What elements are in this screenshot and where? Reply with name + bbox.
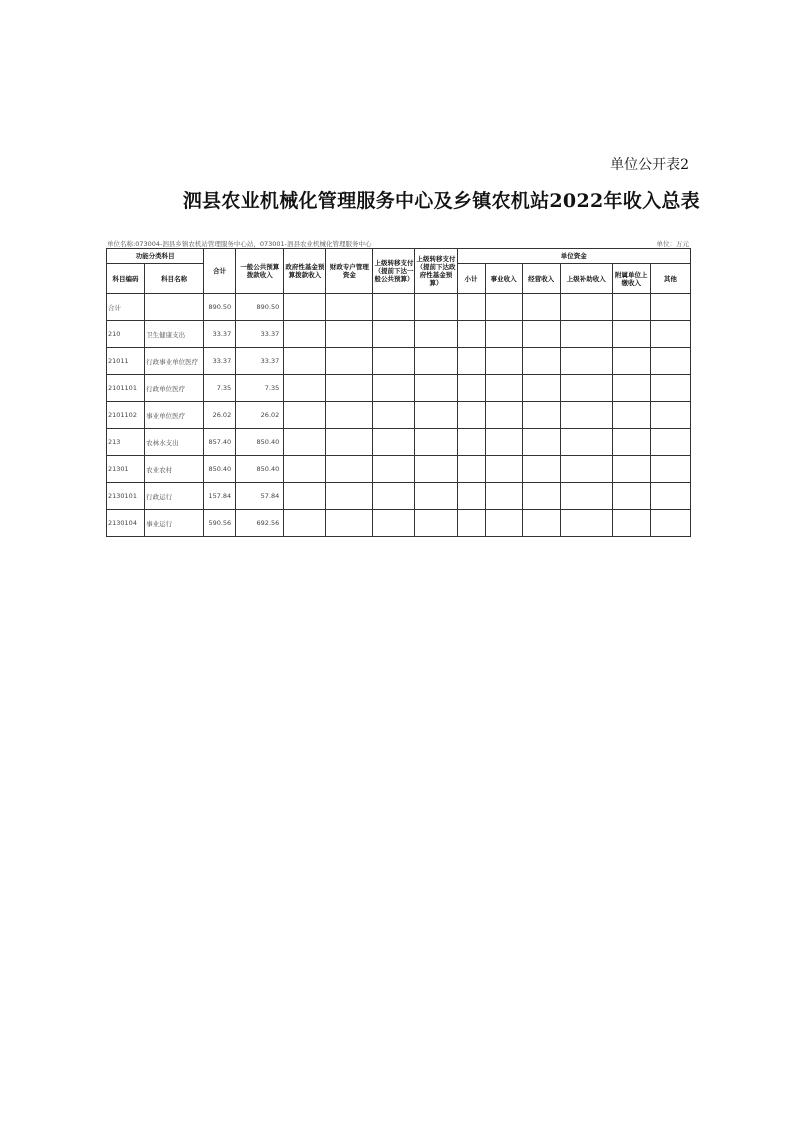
table-row [107,321,691,348]
row-general-budget: 33.37 [236,321,284,348]
empty-cell [560,321,612,348]
empty-cell [284,321,326,348]
row-general-budget: 7.35 [236,375,284,402]
empty-cell [522,294,560,321]
empty-cell [522,429,560,456]
empty-cell [457,483,485,510]
empty-cell [485,402,522,429]
row-name: 农业农村 [145,456,204,483]
empty-cell [560,402,612,429]
empty-cell [612,321,650,348]
form-number: 单位公开表2 [610,157,689,173]
row-name: 行政事业单位医疗 [145,348,204,375]
empty-cell [326,294,373,321]
row-general-budget: 850.40 [236,456,284,483]
unit-name: 单位名称:073004-泗县乡镇农机站管理服务中心站，073001-泗县农业机械化管理服务中心 [107,240,372,248]
table-row [107,402,691,429]
empty-cell [650,375,690,402]
empty-cell [326,321,373,348]
empty-cell [415,429,457,456]
empty-cell [560,483,612,510]
empty-cell [560,294,612,321]
empty-cell [485,375,522,402]
page-title: 泗县农业机械化管理服务中心及乡镇农机站2022年收入总表 [182,190,700,212]
empty-cell [457,321,485,348]
header-gov-fund: 政府性基金预算拨款收入 [284,249,326,294]
empty-cell [373,348,415,375]
empty-cell [373,429,415,456]
empty-cell [457,402,485,429]
empty-cell [457,294,485,321]
table-row [107,375,691,402]
empty-cell [415,348,457,375]
empty-cell [326,348,373,375]
empty-cell [522,375,560,402]
empty-cell [560,348,612,375]
empty-cell [373,456,415,483]
unit-label: 单位：万元 [656,240,689,248]
table-row [107,456,691,483]
empty-cell [284,402,326,429]
row-code: 213 [107,429,145,456]
empty-cell [373,321,415,348]
empty-cell [612,456,650,483]
empty-cell [560,510,612,537]
row-general-budget: 850.40 [236,429,284,456]
empty-cell [284,375,326,402]
empty-cell [415,294,457,321]
table-row [107,483,691,510]
row-general-budget: 890.50 [236,294,284,321]
empty-cell [650,429,690,456]
row-code: 210 [107,321,145,348]
empty-cell [284,456,326,483]
row-total: 857.40 [204,429,236,456]
empty-cell [612,348,650,375]
empty-cell [612,510,650,537]
header-superior-subsidy: 上级补助收入 [560,264,612,294]
header-func-class: 功能分类科目 [107,249,204,264]
empty-cell [485,429,522,456]
income-table [106,248,691,537]
row-code: 21011 [107,348,145,375]
row-name: 行政运行 [145,483,204,510]
empty-cell [650,321,690,348]
empty-cell [560,375,612,402]
row-code: 2130101 [107,483,145,510]
empty-cell [650,348,690,375]
row-total: 26.02 [204,402,236,429]
empty-cell [485,348,522,375]
row-name: 农林水支出 [145,429,204,456]
header-name: 科目名称 [145,264,204,294]
empty-cell [373,402,415,429]
empty-cell [415,483,457,510]
header-unit-funds: 单位资金 [457,249,690,264]
empty-cell [326,456,373,483]
row-code: 合计 [107,294,145,321]
header-other: 其他 [650,264,690,294]
empty-cell [485,321,522,348]
empty-cell [326,510,373,537]
empty-cell [457,375,485,402]
empty-cell [326,483,373,510]
empty-cell [457,348,485,375]
empty-cell [373,375,415,402]
row-name: 事业单位医疗 [145,402,204,429]
row-code: 2101101 [107,375,145,402]
row-total: 33.37 [204,321,236,348]
empty-cell [457,456,485,483]
header-code: 科目编码 [107,264,145,294]
empty-cell [522,321,560,348]
header-general-budget: 一般公共预算拨款收入 [236,249,284,294]
empty-cell [326,375,373,402]
row-code: 21301 [107,456,145,483]
empty-cell [612,294,650,321]
empty-cell [373,483,415,510]
empty-cell [650,402,690,429]
empty-cell [650,510,690,537]
row-name: 卫生健康支出 [145,321,204,348]
empty-cell [560,429,612,456]
row-code: 2130104 [107,510,145,537]
empty-cell [373,294,415,321]
empty-cell [612,429,650,456]
header-special-fund: 财政专户管理资金 [326,249,373,294]
header-transfer-general: 上级转移支付（提前下达一般公共预算） [373,249,415,294]
row-general-budget: 692.56 [236,510,284,537]
empty-cell [284,510,326,537]
header-transfer-fund: 上级转移支付（提前下达政府性基金预算） [415,249,457,294]
empty-cell [522,510,560,537]
header-business-income: 事业收入 [485,264,522,294]
row-total: 157.84 [204,483,236,510]
empty-cell [522,483,560,510]
row-code: 2101102 [107,402,145,429]
empty-cell [560,456,612,483]
empty-cell [415,402,457,429]
empty-cell [485,483,522,510]
row-name: 行政单位医疗 [145,375,204,402]
row-total: 590.56 [204,510,236,537]
row-total: 7.35 [204,375,236,402]
empty-cell [485,456,522,483]
row-general-budget: 26.02 [236,402,284,429]
empty-cell [485,510,522,537]
empty-cell [612,375,650,402]
header-total: 合计 [204,249,236,294]
table-row [107,429,691,456]
empty-cell [373,510,415,537]
empty-cell [612,402,650,429]
empty-cell [522,456,560,483]
empty-cell [415,321,457,348]
header-operating-income: 经营收入 [522,264,560,294]
empty-cell [415,510,457,537]
empty-cell [457,510,485,537]
row-name [145,294,204,321]
empty-cell [485,294,522,321]
header-subtotal: 小计 [457,264,485,294]
empty-cell [612,483,650,510]
empty-cell [415,375,457,402]
empty-cell [522,402,560,429]
row-total: 850.40 [204,456,236,483]
empty-cell [284,429,326,456]
row-total: 890.50 [204,294,236,321]
empty-cell [522,348,560,375]
empty-cell [284,294,326,321]
row-total: 33.37 [204,348,236,375]
empty-cell [284,348,326,375]
empty-cell [650,294,690,321]
table-row [107,348,691,375]
header-affiliated-income: 附属单位上缴收入 [612,264,650,294]
row-general-budget: 57.84 [236,483,284,510]
empty-cell [326,429,373,456]
row-name: 事业运行 [145,510,204,537]
table-row [107,294,691,321]
table-row [107,510,691,537]
empty-cell [650,483,690,510]
empty-cell [284,483,326,510]
row-general-budget: 33.37 [236,348,284,375]
empty-cell [415,456,457,483]
empty-cell [326,402,373,429]
empty-cell [457,429,485,456]
empty-cell [650,456,690,483]
